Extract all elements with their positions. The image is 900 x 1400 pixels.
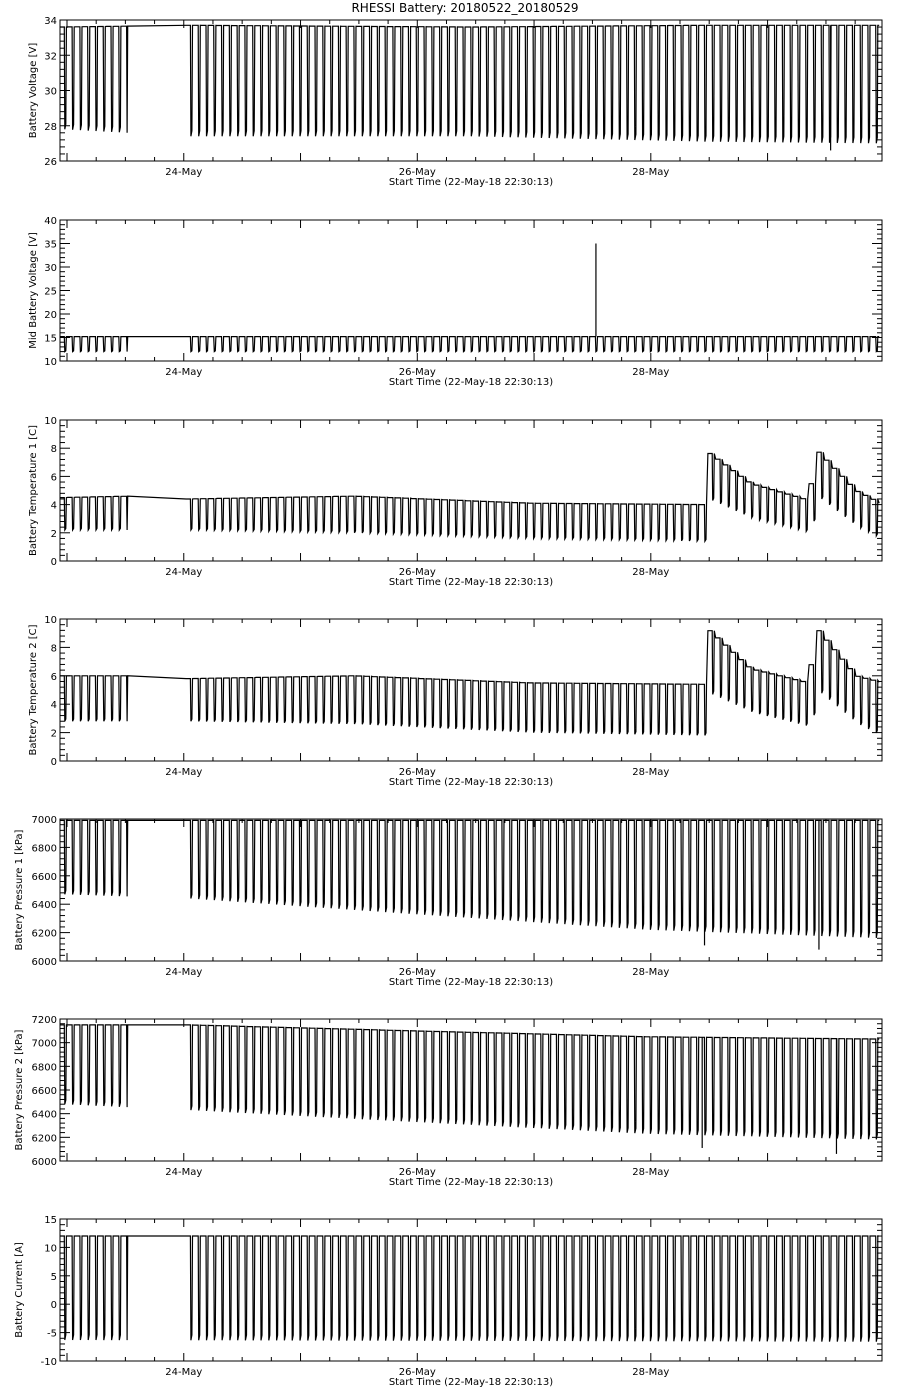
chart-panel	[28, 416, 882, 588]
data-trace	[60, 452, 879, 541]
y-tick-label: 4	[50, 500, 57, 512]
chart-panel	[14, 815, 882, 988]
y-tick-label: 8	[50, 643, 57, 655]
y-tick-label: 40	[44, 216, 57, 227]
x-tick-label: 28-May	[632, 567, 670, 578]
x-tick-label: 24-May	[165, 967, 203, 978]
y-tick-label: 6800	[31, 843, 57, 855]
x-tick-label: 26-May	[398, 967, 436, 978]
x-tick-label: 28-May	[632, 967, 670, 978]
x-tick-label: 24-May	[165, 367, 203, 378]
y-tick-label: 6600	[31, 871, 57, 883]
data-trace	[60, 1025, 879, 1140]
y-tick-label: 10	[44, 357, 57, 368]
y-axis-label: Battery Pressure 2 [kPa]	[14, 1029, 25, 1151]
data-trace	[60, 1236, 879, 1342]
y-tick-label: 6600	[31, 1086, 57, 1097]
y-tick-label: 6000	[31, 957, 57, 968]
data-trace	[60, 631, 879, 736]
y-tick-label: 28	[44, 121, 57, 133]
y-tick-label: 6	[50, 671, 57, 683]
x-tick-label: 28-May	[632, 767, 670, 778]
y-tick-label: 30	[44, 86, 57, 98]
x-axis-label: Start Time (22-May-18 22:30:13)	[388, 1177, 554, 1188]
chart-panel	[28, 615, 882, 788]
y-tick-label: 6	[50, 472, 57, 484]
y-tick-label: 4	[50, 700, 57, 712]
x-tick-label: 26-May	[398, 767, 436, 778]
y-tick-label: 15	[44, 333, 57, 345]
y-tick-label: 26	[44, 157, 57, 168]
y-tick-label: 6200	[31, 928, 57, 940]
y-tick-label: 6400	[31, 900, 57, 912]
y-tick-label: -5	[47, 1328, 57, 1340]
x-axis-label: Start Time (22-May-18 22:30:13)	[388, 177, 554, 188]
y-tick-label: 10	[44, 615, 57, 626]
y-tick-label: 6200	[31, 1133, 57, 1145]
x-tick-label: 28-May	[632, 1367, 670, 1378]
y-axis-label: Battery Pressure 1 [kPa]	[14, 829, 25, 951]
y-tick-label: 35	[44, 239, 57, 251]
x-axis-label: Start Time (22-May-18 22:30:13)	[388, 977, 554, 988]
x-axis-label: Start Time (22-May-18 22:30:13)	[388, 377, 554, 388]
y-axis-label: Battery Temperature 1 [C]	[28, 424, 39, 557]
x-tick-label: 24-May	[165, 167, 203, 178]
y-tick-label: 6400	[31, 1109, 57, 1121]
y-tick-label: 7000	[31, 815, 57, 826]
y-tick-label: -10	[40, 1357, 57, 1368]
x-tick-label: 24-May	[165, 767, 203, 778]
y-tick-label: 7000	[31, 1038, 57, 1050]
figure-title: RHESSI Battery: 20180522_20180529	[351, 1, 579, 15]
x-tick-label: 24-May	[165, 1167, 203, 1178]
y-tick-label: 6800	[31, 1062, 57, 1074]
y-tick-label: 32	[44, 51, 57, 63]
y-tick-label: 6000	[31, 1157, 57, 1168]
x-tick-label: 24-May	[165, 1367, 203, 1378]
y-tick-label: 2	[50, 728, 57, 740]
data-trace	[60, 25, 879, 143]
x-tick-label: 26-May	[398, 1367, 436, 1378]
y-tick-label: 34	[44, 16, 57, 27]
y-tick-label: 0	[50, 1300, 57, 1312]
y-tick-label: 30	[44, 263, 57, 274]
x-tick-label: 26-May	[398, 367, 436, 378]
x-tick-label: 28-May	[632, 167, 670, 178]
chart-panel	[14, 1015, 882, 1188]
x-tick-label: 26-May	[398, 567, 436, 578]
y-tick-label: 7200	[31, 1015, 57, 1026]
data-trace	[60, 337, 879, 352]
x-tick-label: 26-May	[398, 1167, 436, 1178]
data-trace	[60, 820, 879, 938]
y-tick-label: 0	[50, 557, 57, 568]
y-tick-label: 20	[44, 310, 57, 321]
y-tick-label: 10	[44, 416, 57, 427]
y-axis-label: Battery Temperature 2 [C]	[28, 624, 39, 756]
x-tick-label: 28-May	[632, 367, 670, 378]
x-axis-label: Start Time (22-May-18 22:30:13)	[388, 577, 554, 588]
x-tick-label: 26-May	[398, 167, 436, 178]
y-tick-label: 25	[44, 286, 57, 298]
chart-panel	[14, 1215, 882, 1388]
chart-panel	[28, 216, 882, 388]
y-axis-label: Battery Current [A]	[14, 1242, 25, 1338]
x-tick-label: 28-May	[632, 1167, 670, 1178]
y-tick-label: 8	[50, 444, 57, 456]
x-tick-label: 24-May	[165, 567, 203, 578]
y-tick-label: 5	[50, 1271, 57, 1283]
y-axis-label: Battery Voltage [V]	[28, 42, 39, 139]
y-tick-label: 10	[44, 1243, 57, 1255]
y-axis-label: Mid Battery Voltage [V]	[28, 232, 39, 349]
x-axis-label: Start Time (22-May-18 22:30:13)	[388, 777, 554, 788]
y-tick-label: 15	[44, 1215, 57, 1226]
y-tick-label: 0	[50, 757, 57, 768]
x-axis-label: Start Time (22-May-18 22:30:13)	[388, 1377, 554, 1388]
y-tick-label: 2	[50, 528, 57, 540]
chart-panel	[28, 16, 882, 188]
